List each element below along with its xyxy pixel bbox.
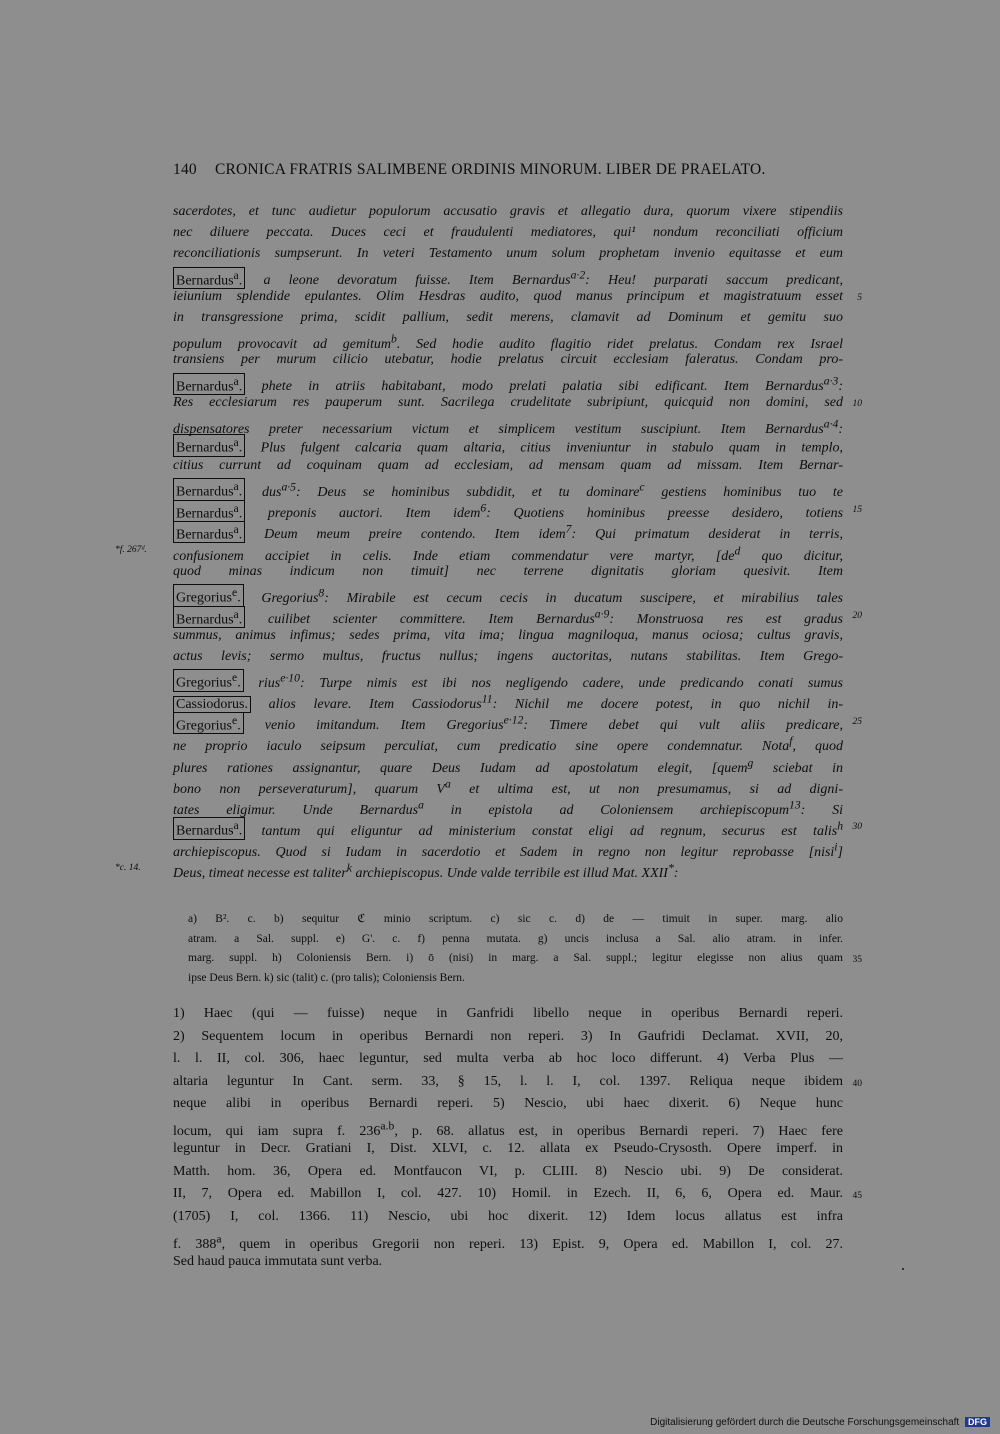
body-line (173, 265, 843, 289)
body-text: Plus fulgent calcaria quam altaria, citius inveniuntur in stabulo quam in templo, (260, 440, 843, 456)
marginal-author-box: Bernardus$^a$. (173, 500, 245, 523)
marginal-author-box: Bernardus$^a$. (173, 267, 245, 290)
body-line (173, 392, 862, 413)
body-line (173, 646, 843, 667)
body-line (173, 582, 844, 607)
source-line (173, 1116, 843, 1139)
body-line (173, 328, 843, 352)
body-text: a leone devoratum fuisse. Item Bernardus$^{a\cdot 2}$: Heu! purparati saccum predicant, (263, 268, 843, 289)
folio-mark: *f. 267ᵈ. (115, 545, 147, 555)
source-text: leguntur in Decr. Gratiani I, Dist. XLVI, c. 12. allata ex Pseudo-Crysosth. Opere imperf. in (173, 1141, 843, 1156)
body-text: plures rationes assignantur, quare Deus Iudam ad apostolatum elegit, [quem$^g$ sciebat in (173, 755, 843, 776)
body-text: citius currunt ad coquinam quam ad ecclesiam, ad mensam quam ad missam. Item Bernar- (173, 458, 843, 474)
marginal-author-box: Bernardus$^a$. (173, 521, 245, 544)
critical-apparatus (188, 910, 862, 988)
apparatus-line (188, 910, 843, 930)
source-line (173, 1228, 843, 1251)
marginal-author-box: Gregorius$^e$. (173, 669, 244, 692)
body-line (173, 667, 843, 691)
body-text: populum provocavit ad gemitum$^b$. Sed hodie audito flagitio ridet prelatus. Condam rex Israel (173, 332, 843, 352)
source-text: 1) Haec (qui — fuisse) neque in Ganfridi libello neque in operibus Bernardi reperi. (173, 1006, 843, 1021)
line-number: 15 (852, 504, 862, 515)
body-line (173, 688, 844, 712)
body-line (173, 476, 844, 501)
body-line (173, 752, 843, 776)
body-line (173, 837, 843, 861)
source-line (173, 1183, 862, 1206)
source-text: locum, qui iam supra f. $236^{a.b}$, p. 68. allatus est, in operibus Bernardi reperi. 7) Haec fere (173, 1119, 843, 1140)
folio-mark: *c. 14. (115, 862, 141, 873)
source-text: l. l. II, col. 306, haec leguntur, sed multa verba ab hoc loco differunt. 4) Verba Plus — (173, 1051, 843, 1066)
body-line (173, 455, 843, 476)
source-line (173, 1071, 862, 1094)
apparatus-line (188, 949, 862, 969)
body-line (173, 307, 843, 328)
body-text: archiepiscopus. Quod si Iudam in sacerdotio et Sadem in regno non legitur reprobasse [nisi$^i$] (173, 840, 843, 861)
dfg-logo: DFG (965, 1417, 990, 1427)
source-line (173, 1048, 843, 1071)
source-line (173, 1093, 843, 1116)
body-text: confusionem accipiet in celis. Inde etiam commendatur vere martyr, [$de^d$ quo dicitur, (173, 544, 843, 564)
body-text: bono non perseveraturum], quarum $V^a$ et ultima est, ut non presumamus, si ad digni- (173, 777, 843, 797)
source-text: 2) Sequentem locum in operibus Bernardi non reperi. 3) In Gaufridi Declamat. XVII, 20, (173, 1028, 843, 1044)
body-text: Deus, timeat necesse est taliter$^k$ archiepiscopus. Unde valde terribile est illud Mat. XXII*: (173, 861, 679, 882)
body-line (173, 731, 843, 755)
footer (650, 1417, 990, 1428)
body-line (115, 540, 843, 564)
body-line (173, 498, 862, 522)
body-line (173, 710, 862, 734)
body-text: preponis auctori. Item idem$^6$: Quotiens hominibus preesse desidero, totiens (267, 501, 844, 522)
body-line (173, 815, 862, 840)
body-line (173, 413, 843, 437)
apparatus-text: a) B². c. b) sequitur ℭ minio scriptum. c) sic c. d) de — timuit in super. marg. alio (188, 913, 843, 925)
line-number: 45 (852, 1191, 862, 1201)
body-text: reconciliationis sumpserunt. In veteri Testamento unum solum prophetam invenio equitasse et eum (173, 246, 843, 262)
body-line (173, 561, 843, 582)
body-text: ieiunium splendide epulantes. Olim Hesdras audito, quod manus principum et magistratuum esset (173, 288, 843, 304)
apparatus-text: marg. suppl. h) Coloniensis Bern. i) ō (nisi) in marg. a Sal. suppl.; legitur elegisse non alius quam (188, 952, 843, 964)
line-number: 40 (852, 1078, 862, 1089)
source-text: Sed haud pauca immutata sunt verba. (173, 1253, 383, 1269)
source-line (173, 1251, 843, 1274)
body-text: actus levis; sermo multus, fructus nullus; ingens auctoritas, nutans stabilitas. Item Grego- (173, 648, 843, 664)
marginal-author-box: Cassiodorus. (173, 696, 251, 713)
body-text: rius$^{e\cdot 10}$: Turpe nimis est ibi nos negligendo cadere, unde predicando conati sumus (258, 671, 843, 691)
footer-text: Digitalisierung gefördert durch die Deutsche Forschungsgemeinschaft (650, 1417, 960, 1428)
body-text: Deum meum preire contendo. Item idem$^7$: Qui primatum desiderat in terris, (264, 522, 844, 543)
body-text: Res ecclesiarum res pauperum sunt. Sacrilega crudelitate subripiunt, quicquid non domini, sed (173, 394, 843, 410)
source-text: Matth. hom. 36, Opera ed. Montfaucon VI, p. CLIII. 8) Nescio ubi. 9) De considerat. (173, 1163, 843, 1179)
line-number: 5 (857, 292, 862, 303)
apparatus-line (188, 969, 843, 989)
source-notes (173, 1003, 862, 1273)
marginal-author-box: Bernardus$^a$. (173, 817, 245, 840)
body-text: alios levare. Item Cassiodorus$^{11}$: Nichil me docere potest, in quo nichil in- (268, 692, 844, 712)
body-text: quod minas indicum non timuit] nec terrene dignitatis gloriam quesivit. Item (173, 564, 843, 580)
source-line (173, 1161, 843, 1184)
source-text: f. 388$^a$, quem in operibus Gregorii non reperi. 13) Epist. 9, Opera ed. Mabillon I, col. 27. (173, 1232, 843, 1252)
marginal-author-box: Bernardus$^a$. (173, 606, 245, 629)
body-text: in transgressione prima, scidit pallium, sedit merens, clamavit ad Dominum et gemitu suo (173, 309, 843, 325)
body-line (173, 434, 843, 455)
marginal-author-box: Gregorius$^e$. (173, 712, 244, 735)
body-text: sacerdotes, et tunc audietur populorum accusatio gravis et allegatio dura, quorum vixere stipendiis (173, 204, 843, 219)
marginal-author-box: Bernardus$^a$. (173, 478, 245, 501)
running-header (173, 161, 843, 179)
apparatus-line (188, 930, 843, 950)
body-text: phete in atriis habitabant, modo prelati palatia sibi edificant. Item Bernardus$^{a\cdot 3}$: (261, 374, 844, 395)
body-text: ne proprio iaculo seipsum perculiat, cum predicatio sine opere condemnatur. Nota$^f$, quod (173, 734, 843, 755)
source-line (173, 1026, 843, 1049)
body-text: cuilibet scienter committere. Item Bernardus$^{a\cdot 9}$: Monstruosa res est gradus (268, 607, 843, 628)
main-text (115, 201, 862, 882)
source-text: (1705) I, col. 1366. 11) Nescio, ubi hoc dixerit. 12) Idem locus allatus est infra (173, 1208, 843, 1224)
body-text: dus$^{a\cdot 5}$: Deus se hominibus subdidit, et tu dominare$^c$ gestiens hominibus tuo te (261, 480, 844, 501)
line-number: 10 (852, 398, 862, 409)
body-text: venio imitandum. Item Gregorius$^{e\cdot 12}$: Timere debet qui vult aliis predicare, (264, 713, 844, 734)
body-line (173, 625, 843, 646)
source-line (173, 1206, 843, 1229)
line-number: 20 (852, 610, 862, 621)
marginal-author-box: Bernardus$^a$. (173, 373, 245, 396)
line-number: 35 (852, 955, 862, 965)
source-line (173, 1138, 843, 1161)
body-line (173, 604, 862, 628)
line-number: 30 (852, 822, 862, 833)
body-line (173, 201, 843, 222)
body-line (173, 286, 862, 307)
source-text: neque alibi in operibus Bernardi reperi. 5) Nescio, ubi haec dixerit. 6) Neque hunc (173, 1096, 843, 1111)
body-line (173, 773, 843, 797)
body-text: Gregorius$^8$: Mirabile est cecum cecis in ducatum suscipere, et mirabilius tales (261, 586, 844, 607)
marginal-author-box: Gregorius$^e$. (173, 584, 244, 607)
running-title: CRONICA FRATRIS SALIMBENE ORDINIS MINORUM. LIBER DE PRAELATO. (214, 161, 766, 178)
body-line (173, 794, 843, 818)
body-text: summus, animus infimus; sedes prima, vita ima; lingua magniloqua, manus ociosa; cultus gravis, (173, 627, 843, 643)
body-line (115, 858, 843, 882)
source-text: altaria leguntur In Cant. serm. 33, § 15, l. l. I, col. 1397. Reliqua neque ibidem (173, 1073, 843, 1089)
body-text: dispensatores preter necessarium victum et simplicem vestitum suscipiunt. Item Bernardus$^{a\cdot 4}$: (173, 416, 843, 437)
source-text: II, 7, Opera ed. Mabillon I, col. 427. 10) Homil. in Ezech. II, 6, 6, Opera ed. Maur. (173, 1186, 843, 1201)
body-line (173, 371, 844, 395)
body-line (173, 349, 843, 370)
speck (902, 1268, 904, 1270)
body-line (173, 243, 843, 264)
body-line (173, 519, 844, 543)
apparatus-text: ipse Deus Bern. k) sic (talit) c. (pro talis); Coloniensis Bern. (188, 971, 465, 984)
body-text: transiens per murum cilicio utebatur, hodie prelatus circuit ecclesiam faleratus. Condam pro- (173, 352, 843, 368)
source-line (173, 1003, 843, 1026)
marginal-author-box: Bernardus$^a$. (173, 434, 245, 457)
apparatus-text: atram. a Sal. suppl. e) G'. c. f) penna mutata. g) uncis inclusa a Sal. alio atram. in infer. (188, 932, 843, 945)
body-text: nec diluere peccata. Duces ceci et fraudulenti mediatores, qui¹ nondum reconciliati officium (173, 225, 843, 241)
body-line (173, 222, 843, 243)
page-number: 140 (173, 161, 197, 178)
body-text: tates eligimur. Unde Bernardus$^a$ in epistola ad Coloniensem archiepiscopum$^{13}$: Si (173, 798, 843, 818)
body-text: tantum qui eliguntur ad ministerium constat eligi ad regnum, securus est talis$^h$ (261, 819, 844, 840)
line-number: 25 (852, 716, 862, 727)
